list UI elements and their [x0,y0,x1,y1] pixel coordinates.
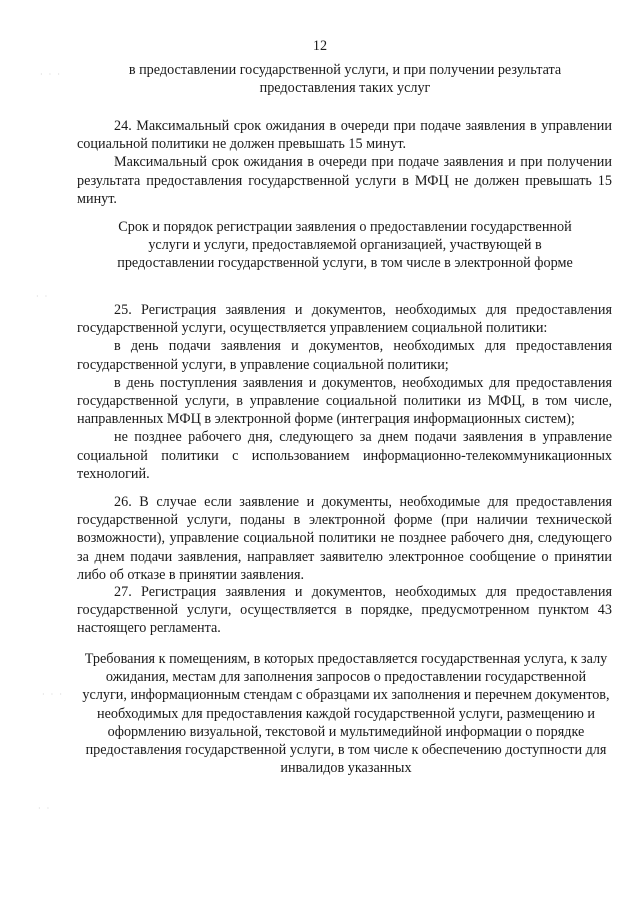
scan-artifact: · · [36,292,50,301]
section-27 [77,583,612,638]
section-25-paragraph-4: не позднее рабочего дня, следующего за днем подачи заявления в управление социальной политики с использованием информационно-телекоммуникационных технологий. [77,429,612,482]
scan-artifact: · · · [40,70,62,79]
section-25-paragraph-2: в день подачи заявления и документов, необходимых для предоставления государственной услуги, в управление социальной политики; [77,338,612,373]
section-24 [77,117,612,208]
scan-artifact: · · [38,804,52,813]
heading-registration: Срок и порядок регистрации заявления о предоставлении государственной услуги и услуги, предоставляемой организацией, участвующей в предоставлении государственной услуги, в том числе в электронной форме [117,219,573,272]
intro-text [95,61,595,97]
section-25-paragraph-3: в день поступления заявления и документов, необходимых для предоставления государственной услуги, в управление социальной политики из МФЦ, в том числе, направленных МФЦ в электронной форме (интеграция информационных систем); [77,374,612,428]
section-26 [77,493,612,584]
section-27-paragraph: 27. Регистрация заявления и документов, необходимых для предоставления государственной услуги, осуществляется в порядке, предусмотренном пунктом 43 настоящего регламента. [77,584,612,637]
scan-artifact: · · · [42,690,64,699]
intro-paragraph: в предоставлении государственной услуги, и при получении результата предоставления таких услуг [128,62,562,97]
section-25-paragraph-1: 25. Регистрация заявления и документов, необходимых для предоставления государственной услуги, осуществляется управлением социальной политики: [77,302,612,337]
page-number: 12 [312,38,328,54]
section-25 [77,301,612,483]
section-26-paragraph: 26. В случае если заявление и документы, необходимые для предоставления государственной услуги, поданы в электронной форме (при наличии технической возможности), управление социальной политики не позднее рабочего дня, следующего за днем подачи заявления, направляет заявителю электронное сообщение о принятии либо об отказе в принятии заявления. [77,494,612,583]
section-24-paragraph-1: 24. Максимальный срок ожидания в очереди при подаче заявления в управлении социальной политики не должен превышать 15 минут. [77,118,612,153]
heading-requirements: Требования к помещениям, в которых предоставляется государственная услуга, к залу ожидания, местам для заполнения запросов о предоставлении государственной услуги, информационным стендам с образцами их заполнения и перечнем документов, необходимых для предоставления каждой государственной услуги, размещению и оформлению визуальной, текстовой и мультимедийной информации о порядке предоставления государственной услуги, в том числе к обеспечению доступности для инвалидов указанных [82,651,610,777]
section-24-paragraph-2: Максимальный срок ожидания в очереди при подаче заявления и при получении результата предоставления государственной услуги в МФЦ не должен превышать 15 минут. [77,154,612,207]
